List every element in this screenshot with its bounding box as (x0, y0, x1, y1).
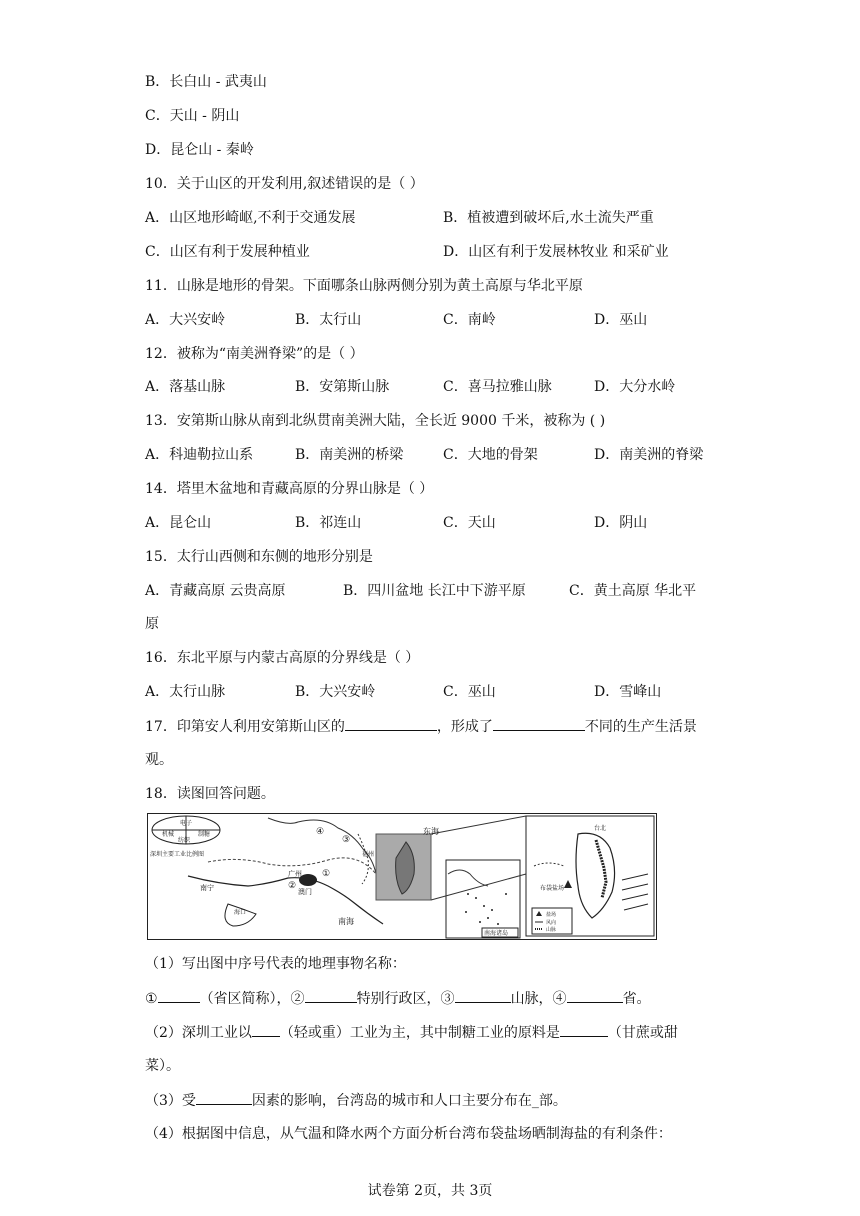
q12-option-c: C．喜马拉雅山脉 (443, 379, 552, 395)
q10-option-b: B．植被遭到破坏后,水土流失严重 (443, 210, 654, 226)
q16-option-b: B．大兴安岭 (295, 684, 376, 700)
q18-blank-4[interactable] (567, 988, 623, 1003)
legend-wind: 风向 (546, 920, 557, 926)
q10-option-a: A．山区地形崎岖,不利于交通发展 (145, 210, 356, 226)
q15-stem: 15．太行山西侧和东侧的地形分别是 (145, 549, 373, 565)
q15-option-c-cont: 原 (145, 616, 159, 632)
label-nanning: 南宁 (200, 884, 214, 892)
q16-stem: 16．东北平原与内蒙古高原的分界线是（ ） (145, 650, 420, 666)
q14-option-a: A．昆仑山 (145, 515, 212, 531)
q18-sub4-stem: （4）根据图中信息，从气温和降水两个方面分析台湾布袋盐场晒制海盐的有利条件： (145, 1126, 672, 1142)
q17-line2: 观。 (145, 752, 173, 768)
q18-sub3-text-b: 因素的影响，台湾岛的城市和人口主要分布在_部。 (251, 1093, 567, 1109)
q18-sub1-text-e: 省。 (622, 991, 651, 1007)
pie-label-electronics: 电子 (180, 820, 193, 827)
q18-blank-6[interactable] (560, 1022, 608, 1037)
page-footer: 试卷第 2页，共 3页 (367, 1183, 493, 1199)
q13-option-d: D．南美洲的脊梁 (594, 447, 704, 463)
inland-border (358, 834, 368, 884)
map-svg (148, 814, 656, 939)
q16-option-a: A．太行山脉 (145, 684, 226, 700)
q17-text-2: ，形成了 (436, 719, 493, 735)
industry-pie-chart (150, 816, 220, 858)
q14-option-b: B．祁连山 (295, 515, 362, 531)
q11-option-b: B．太行山 (295, 312, 362, 328)
q11-stem: 11．山脉是地形的骨架。下面哪条山脉两侧分别为黄土高原与华北平原 (145, 278, 583, 294)
label-guangzhou: 广州 (288, 870, 302, 878)
q18-stem: 18．读图回答问题。 (145, 786, 275, 802)
q18-sub1-text-a: ① (145, 991, 158, 1007)
q18-blank-2[interactable] (305, 988, 357, 1003)
label-budai-salt-field: 布袋盐场 (540, 885, 565, 892)
q12-option-b: B．安第斯山脉 (295, 379, 390, 395)
q18-sub1-text-c: 特别行政区，③ (356, 991, 455, 1007)
q10-option-c: C．山区有利于发展种植业 (145, 244, 310, 260)
q18-blank-3[interactable] (455, 988, 511, 1003)
q13-option-a: A．科迪勒拉山系 (145, 447, 254, 463)
pie-caption: 深圳主要工业比例图 (150, 851, 205, 858)
q18-sub1-text-d: 山脉，④ (510, 991, 567, 1007)
q9-option-d: D．昆仑山 - 秦岭 (145, 142, 254, 158)
q9-option-c: C．天山 - 阴山 (145, 108, 240, 124)
q18-sub2-text-c: （甘蔗或甜 (607, 1025, 678, 1041)
q18-sub3-text-a: （3）受 (145, 1093, 196, 1109)
q14-stem: 14．塔里木盆地和青藏高原的分界山脉是（ ） (145, 481, 434, 497)
q10-option-d: D．山区有利于发展林牧业 和采矿业 (443, 244, 669, 260)
marker-3: ③ (342, 835, 351, 845)
marker-1: ① (322, 869, 331, 879)
q16-option-c: C．巫山 (443, 684, 496, 700)
q13-stem: 13．安第斯山脉从南到北纵贯南美洲大陆，全长近 9000 千米，被称为 ( ) (145, 413, 606, 429)
q16-option-d: D．雪峰山 (594, 684, 662, 700)
zoom-line-top (431, 816, 526, 834)
south-sea-islands-inset (446, 860, 520, 938)
q9-option-b: B．长白山 - 武夷山 (145, 74, 267, 90)
pie-label-textile: 纺织 (178, 837, 191, 844)
label-macau: 澳门 (298, 888, 312, 896)
q18-sub2-text-b: （轻或重）工业为主，其中制糖工业的原料是 (279, 1025, 560, 1041)
label-east-china-sea: 东海 (423, 827, 439, 836)
q18-sub1-stem: （1）写出图中序号代表的地理事物名称： (145, 956, 406, 972)
pie-label-sugar: 制糖 (198, 831, 211, 838)
label-south-china-sea: 南海 (338, 917, 354, 926)
q17-blank-2[interactable] (493, 716, 585, 731)
q18-sub3-line (145, 1090, 567, 1111)
label-haikou: 海口 (234, 909, 247, 916)
legend-mountain: 山脉 (546, 927, 557, 933)
q18-sub2-cont: 菜）。 (145, 1058, 180, 1074)
q17-blank-1[interactable] (345, 716, 437, 731)
q18-blank-1[interactable] (158, 988, 200, 1003)
q12-option-d: D．大分水岭 (594, 379, 676, 395)
q15-option-a: A．青藏高原 云贵高原 (145, 583, 286, 599)
q18-sub1-text-b: （省区简称），② (199, 991, 305, 1007)
map-figure (147, 813, 657, 940)
q12-option-a: A．落基山脉 (145, 379, 226, 395)
q14-option-c: C．天山 (443, 515, 496, 531)
q14-option-d: D．阴山 (594, 515, 648, 531)
marker-2: ② (288, 881, 297, 891)
pie-label-machinery: 机械 (162, 831, 175, 838)
q11-option-d: D．巫山 (594, 312, 648, 328)
q12-stem: 12．被称为“南美洲脊梁”的是（ ） (145, 346, 364, 362)
q13-option-c: C．大地的骨架 (443, 447, 538, 463)
legend-salt-field: 盐场 (546, 912, 557, 918)
q13-option-b: B．南美洲的桥梁 (295, 447, 404, 463)
q17-line1 (145, 716, 697, 737)
label-fuzhou: 福州 (362, 851, 375, 858)
q10-stem: 10．关于山区的开发利用,叙述错误的是（ ） (145, 176, 424, 192)
label-taipei: 台北 (594, 825, 607, 832)
q18-blank-5[interactable] (252, 1022, 280, 1037)
q18-sub2-line (145, 1022, 678, 1043)
marker-4: ④ (316, 827, 325, 837)
q18-sub2-text-a: （2）深圳工业以 (145, 1025, 252, 1041)
q11-option-c: C．南岭 (443, 312, 496, 328)
q18-sub1-line (145, 988, 651, 1009)
q17-text-3: 不同的生产生活景 (584, 719, 697, 735)
q15-option-c: C．黄土高原 华北平 (569, 583, 697, 599)
q17-text-1: 17．印第安人利用安第斯山区的 (145, 719, 345, 735)
q15-option-b: B．四川盆地 长江中下游平原 (343, 583, 526, 599)
q11-option-a: A．大兴安岭 (145, 312, 226, 328)
q18-blank-7[interactable] (196, 1090, 252, 1105)
label-south-sea-islands: 南海诸岛 (484, 930, 509, 937)
